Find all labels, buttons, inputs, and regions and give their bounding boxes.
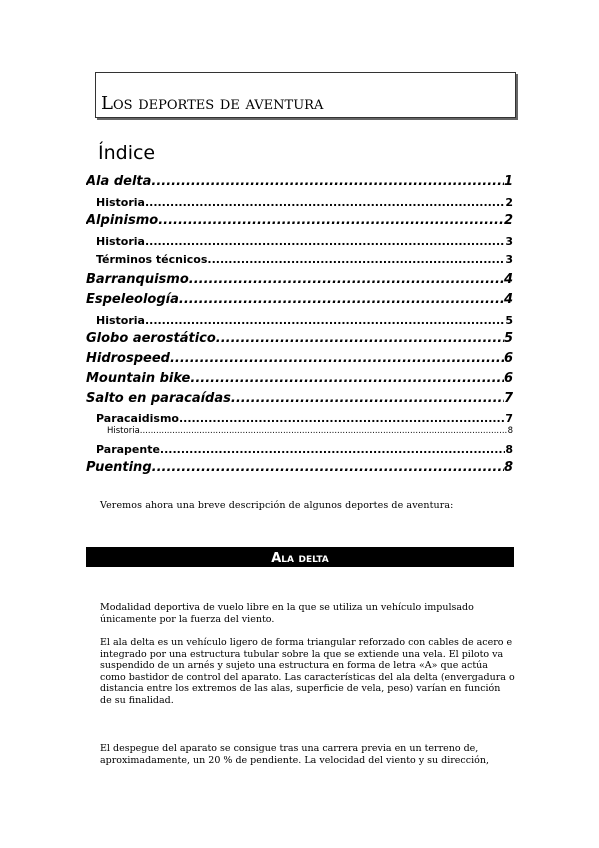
toc-leader-dots — [145, 196, 505, 209]
toc-entry[interactable] — [96, 314, 513, 327]
toc-entry-page: 7 — [505, 412, 513, 425]
toc-leader-dots — [145, 314, 505, 327]
toc-entry[interactable] — [86, 331, 513, 346]
toc-entry-label: Salto en paracaídas — [86, 391, 231, 406]
toc-entry-label: Historia — [107, 426, 140, 436]
document-title: Los deportes de aventura — [101, 93, 324, 114]
toc-entry-label: Historia — [96, 235, 145, 248]
toc-leader-dots — [216, 331, 504, 346]
toc-entry-label: Paracaidismo — [96, 412, 179, 425]
toc-entry-page: 8 — [503, 460, 513, 475]
toc-entry[interactable] — [86, 272, 513, 287]
toc-entry-label: Espeleología — [86, 292, 179, 307]
toc-leader-dots — [179, 292, 504, 307]
paragraph: Modalidad deportiva de vuelo libre en la que se utiliza un vehículo impulsado únicamente por la fuerza del viento. — [100, 602, 474, 625]
toc-entry[interactable] — [96, 412, 513, 425]
toc-entry-label: Mountain bike — [86, 371, 191, 386]
toc-entry-label: Parapente — [96, 443, 160, 456]
toc-entry-label: Barranquismo — [86, 272, 189, 287]
toc-leader-dots — [170, 351, 504, 366]
toc-entry-page: 7 — [503, 391, 513, 406]
toc-entry[interactable] — [86, 213, 513, 228]
toc-leader-dots — [179, 412, 505, 425]
toc-leader-dots — [145, 235, 505, 248]
intro-text: Veremos ahora una breve descripción de algunos deportes de aventura: — [100, 500, 454, 511]
toc-entry[interactable] — [86, 351, 513, 366]
toc-leader-dots — [190, 371, 504, 386]
toc-entry[interactable] — [86, 460, 513, 475]
toc-leader-dots — [160, 443, 505, 456]
toc-entry-label: Hidrospeed — [86, 351, 170, 366]
toc-entry-page: 5 — [503, 331, 513, 346]
toc-entry-page: 2 — [503, 213, 513, 228]
toc-entry-page: 2 — [505, 196, 513, 209]
toc-entry-page: 8 — [507, 426, 513, 436]
toc-entry-label: Términos técnicos — [96, 253, 208, 266]
section-heading-bar — [86, 547, 514, 567]
toc-entry-page: 6 — [503, 351, 513, 366]
toc-entry-label: Ala delta — [86, 174, 152, 189]
paragraph: El ala delta es un vehículo ligero de forma triangular reforzado con cables de acero e integrado por una estructura tubular sobre la que se extiende una vela. El piloto va suspendido de un arnés y sujeto una estructura en forma de letra «A» que actúa como bastidor de control del aparato. Las características del ala delta (envergadura o distancia entre los extremos de las alas, superficie de vela, peso) varían en función de su finalidad. — [100, 637, 515, 706]
toc-leader-dots — [189, 272, 504, 287]
toc-leader-dots — [152, 460, 504, 475]
paragraph: El despegue del aparato se consigue tras una carrera previa en un terreno de, aproximadamente, un 20 % de pendiente. La velocidad del viento y su dirección, — [100, 743, 489, 766]
toc-entry[interactable] — [96, 196, 513, 209]
toc-entry-label: Globo aerostático — [86, 331, 216, 346]
index-heading: Índice — [98, 142, 156, 164]
toc-entry[interactable] — [86, 371, 513, 386]
toc-entry-label: Puenting — [86, 460, 152, 475]
toc-leader-dots — [207, 253, 505, 266]
toc-entry-page: 4 — [503, 272, 513, 287]
toc-entry-page: 5 — [505, 314, 513, 327]
document-title-box — [95, 72, 516, 118]
toc-leader-dots — [140, 426, 508, 436]
toc-entry-page: 6 — [503, 371, 513, 386]
toc-leader-dots — [158, 213, 504, 228]
toc-entry[interactable] — [86, 292, 513, 307]
toc-entry[interactable] — [96, 253, 513, 266]
toc-entry-label: Historia — [96, 196, 145, 209]
toc-entry-page: 8 — [505, 443, 513, 456]
section-heading: Ala delta — [271, 551, 329, 566]
toc-entry[interactable] — [86, 174, 513, 189]
toc-entry-page: 1 — [503, 174, 513, 189]
toc-entry-page: 3 — [505, 235, 513, 248]
toc-entry-page: 4 — [503, 292, 513, 307]
toc-entry[interactable] — [96, 235, 513, 248]
toc-leader-dots — [151, 174, 504, 189]
toc-entry-page: 3 — [505, 253, 513, 266]
toc-entry-label: Alpinismo — [86, 213, 159, 228]
toc-entry[interactable] — [86, 391, 513, 406]
toc-entry[interactable] — [107, 426, 513, 436]
toc-entry-label: Historia — [96, 314, 145, 327]
toc-entry[interactable] — [96, 443, 513, 456]
toc-leader-dots — [231, 391, 504, 406]
